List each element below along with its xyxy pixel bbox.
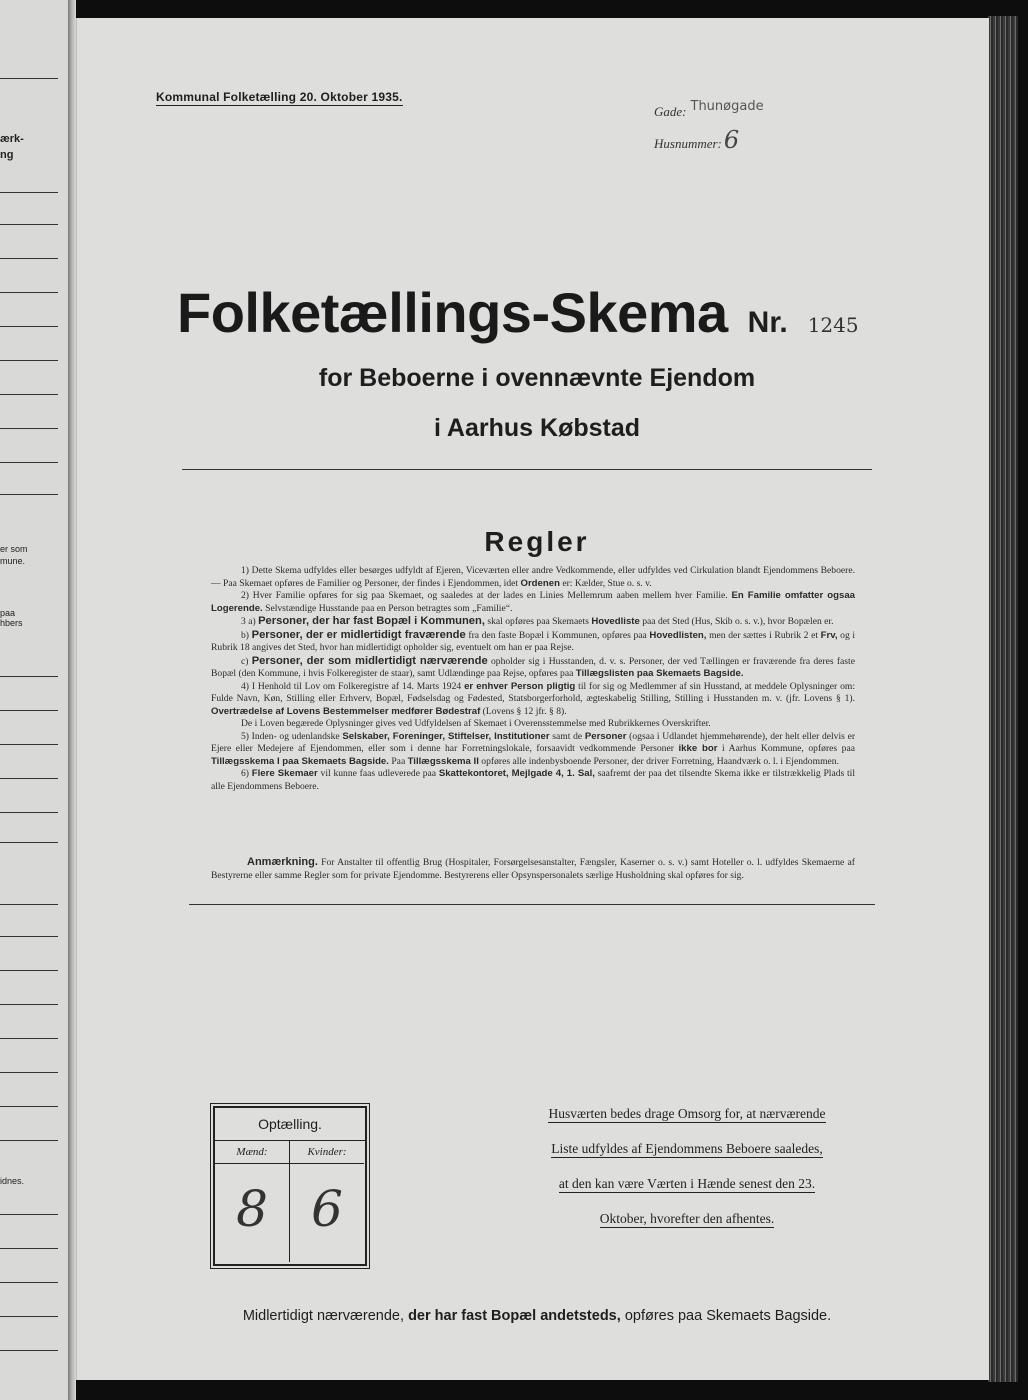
census-form-page [76,18,989,1380]
rule-text: paa det Sted (Hus, Skib o. s. v.), hvor Bopælen er. [642,616,834,627]
footer-emphasis: der har fast Bopæl andetsteds, [408,1308,621,1324]
rule-1 [211,565,855,590]
form-number-label: Nr. [747,306,788,339]
tally-title: Optælling. [215,1108,365,1141]
ruled-line [0,462,58,463]
rule-emphasis: Personer, der som midlertidigt nærværende [251,654,488,667]
tally-men-column [215,1141,290,1262]
rule-text: til for sig og Medlemmer af sin Husstand, at meddele Oplysninger om: Fulde Navn, Køn, Stilling eller Erhverv, Bopæl, Fødselsdag og Fødested, Statsborgerforhold, ægteskabelig Stilling, Stilling i Husstanden m. v. (jfr. Lovens § 1). [211,680,856,704]
rule-emphasis: Ordenen [520,577,560,589]
rule-3c [211,655,855,681]
ruled-line [0,292,58,293]
ruled-line [0,970,58,971]
footer-instruction [177,1308,897,1324]
ruled-line [0,1072,58,1073]
form-title-main: Folketællings-Skema [177,281,728,344]
street-field [654,99,764,120]
ruled-line [0,778,58,779]
ruled-line [0,1214,58,1215]
ruled-line [0,1106,58,1107]
rule-text: opføres alle indenbysboende Personer, der driver Forretning, Haandværk o. l. i Ejendommen. [481,755,839,767]
rule-text: skal opføres paa Skemaets [487,616,589,627]
notice-text: Liste udfyldes af Ejendommens Beboere saaledes, [551,1141,823,1156]
rule-text: b) [241,629,249,641]
rule-emphasis: Personer, der har fast Bopæl i Kommunen, [258,615,485,627]
notice-line [517,1176,857,1211]
landlord-notice [517,1106,857,1246]
rule-emphasis: Tillægslisten paa Skemaets Bagside. [575,668,744,679]
rule-emphasis: Overtrædelse af Lovens Bestemmelser medfører Bødestraf [211,705,481,717]
census-header-line: Kommunal Folketælling 20. Oktober 1935. [156,90,403,104]
book-gutter [68,0,76,1400]
ruled-line [0,428,58,429]
ruled-line [0,1140,58,1141]
rule-emphasis: Hovedliste [591,616,640,627]
notice-line [517,1106,857,1141]
rule-text: saafremt der paa det tilsendte Skema ikke er tilstrækkelig Plads til alle Ejendommens Beboere. [211,768,856,792]
form-subtitle: for Beboerne i ovennævnte Ejendom [318,364,756,392]
rule-3a [211,615,855,629]
rule-emphasis: Hovedlisten, [649,629,707,641]
rule-text: i Aarhus Kommune, opføres paa [721,743,855,754]
notice-text: Husværten bedes drage Omsorg for, at nærværende [548,1106,826,1121]
house-number-label: Husnummer: [654,136,722,151]
form-subtitle-city: i Aarhus Købstad [433,414,641,442]
remark-text: For Anstalter til offentlig Brug (Hospitaler, Forsørgelsesanstalter, Fængsler, Kaserner o. s. v.) samt Hoteller o. l. udfyldes Skemaerne af Bestyrerne eller samme Regler som for private Ejendomme. Bestyrerens eller Opsynspersonalets særlige Husholdning skal opføres for sig. [211,857,855,881]
previous-page-edge [0,0,70,1400]
ruled-line [0,1350,58,1351]
ruled-line [0,1282,58,1283]
rule-text: 3 a) [241,616,256,627]
ruled-line [0,1248,58,1249]
notice-text: Oktober, hvorefter den afhentes. [599,1211,775,1226]
tally-box [213,1106,367,1266]
text-fragment: paa [0,608,16,618]
rule-text: er: Kælder, Stue o. s. v. [562,577,652,589]
tally-men-value: 8 [236,1180,268,1238]
rule-text: vil kunne faas udleverede paa [320,768,437,779]
text-fragment: ng [0,149,14,161]
ruled-line [0,1316,58,1317]
tally-women-label: Kvinder: [290,1141,364,1164]
rule-text: (Lovens § 12 jfr. § 8). [482,705,567,717]
page-stack-edge [988,16,1018,1382]
rule-emphasis: Frv, [820,629,838,641]
ruled-line [0,258,58,259]
ruled-line [0,1038,58,1039]
rule-text: Paa [391,755,406,767]
rule-emphasis: ikke bor [678,743,718,754]
rule-text: 1) Dette Skema udfyldes eller besørges udfyldt af Ejeren, Viceværten eller andre Vedkommende, eller udfyldes ved Cirkulation blandt Ejendommens Beboere. — Paa Skemaet opføres de Familier og Personer, der findes i Ejendommen, idet [211,565,855,589]
ruled-line [0,676,58,677]
rule-emphasis: Personer, der er midlertidigt fraværende [251,628,466,641]
rule-emphasis: Skattekontoret, Mejlgade 4, 1. Sal, [438,768,595,779]
house-number-value: 6 [723,126,740,154]
rules-text [211,565,855,793]
rule-text: 6) [241,768,249,779]
ruled-line [0,78,58,79]
ruled-line [0,812,58,813]
tally-women-column [290,1141,364,1262]
ruled-line [0,710,58,711]
ruled-line [0,904,58,905]
street-value: Thunøgade [690,99,764,114]
footer-text: opføres paa Skemaets Bagside. [624,1308,832,1324]
rule-text: Selvstændige Husstande paa en Person betragtes som „Familie“. [265,602,513,614]
text-fragment: ærk- [0,133,24,145]
rule-emphasis: Flere Skemaer [251,768,318,779]
text-fragment: er som [0,544,28,554]
footer-text: Midlertidigt nærværende, [242,1308,405,1324]
street-label: Gade: [654,104,687,119]
divider [189,904,875,905]
ruled-line [0,326,58,327]
notice-text: at den kan være Værten i Hænde senest den 23. [558,1176,816,1191]
rule-emphasis: Selskaber, Foreninger, Stiftelser, Institutioner [342,730,550,742]
ruled-line [0,842,58,843]
rule-emphasis: er enhver Person pligtig [464,680,576,692]
form-number-value: 1245 [807,313,859,337]
text-fragment: mune. [0,556,26,566]
rule-text: c) [241,655,249,667]
rule-text: 5) Inden- og udenlandske [241,730,340,742]
ruled-line [0,1004,58,1005]
rule-text: men der sættes i Rubrik 2 et [709,629,819,641]
ruled-line [0,224,58,225]
text-fragment: hbers [0,618,23,628]
remark-paragraph [211,856,855,882]
ruled-line [0,360,58,361]
ruled-line [0,936,58,937]
rule-text: fra den faste Bopæl i Kommunen, opføres paa [468,629,647,641]
rule-text: og i Rubrik 18 angives det Sted, hvor han midlertidigt opholder sig, eventuelt om han er paa Rejse. [211,629,856,653]
ruled-line [0,494,58,495]
tally-women-value: 6 [311,1180,343,1238]
rule-text: opholder sig i Husstanden, d. v. s. Personer, der ved Tællingen er fraværende fra deres faste Bopæl (den Kommune, i hvis Folkeregister de staar), samt Udlændinge paa Rejse, opføres paa [211,655,855,679]
tally-men-label: Mænd: [215,1141,289,1164]
rule-text: (ogsaa i Udlandet hjemmehørende), der helt eller delvis er Ejere eller Medejere af Ejendommen, eller som i denne har Forretningslokale, forsaavidt vedkommende Personer [211,730,856,754]
rule-text: 4) I Henhold til Lov om Folkeregistre af 14. Marts 1924 [241,680,462,692]
rule-emphasis: Tillægsskema I paa Skemaets Bagside. [211,755,389,767]
ruled-line [0,394,58,395]
rule-emphasis: En Familie omfatter ogsaa Logerende. [211,590,856,614]
notice-line [517,1141,857,1176]
house-number-field [654,126,739,154]
rule-5 [211,731,855,769]
rule-text: samt de [552,730,583,742]
divider [182,469,872,470]
rules-heading: Regler [484,526,590,557]
text-fragment: idnes. [0,1176,25,1186]
rule-3b [211,629,855,655]
notice-line [517,1211,857,1246]
ruled-line [0,192,58,193]
rule-4 [211,681,855,719]
rule-text: 2) Hver Familie opføres for sig paa Skemaet, og saaledes at der lades en Linies Mellemrum aaben mellem hver Familie. [241,590,728,601]
remark-label: Anmærkning. [247,856,318,868]
rule-4b: De i Loven begærede Oplysninger gives ved Udfyldelsen af Skemaet i Overensstemmelse med Rubrikkernes Overskrifter. [241,718,711,729]
rule-2 [211,590,855,615]
rule-emphasis: Tillægsskema II [407,755,479,767]
form-title [177,280,917,345]
ruled-line [0,744,58,745]
rule-emphasis: Personer [584,730,627,742]
rule-6 [211,768,855,793]
